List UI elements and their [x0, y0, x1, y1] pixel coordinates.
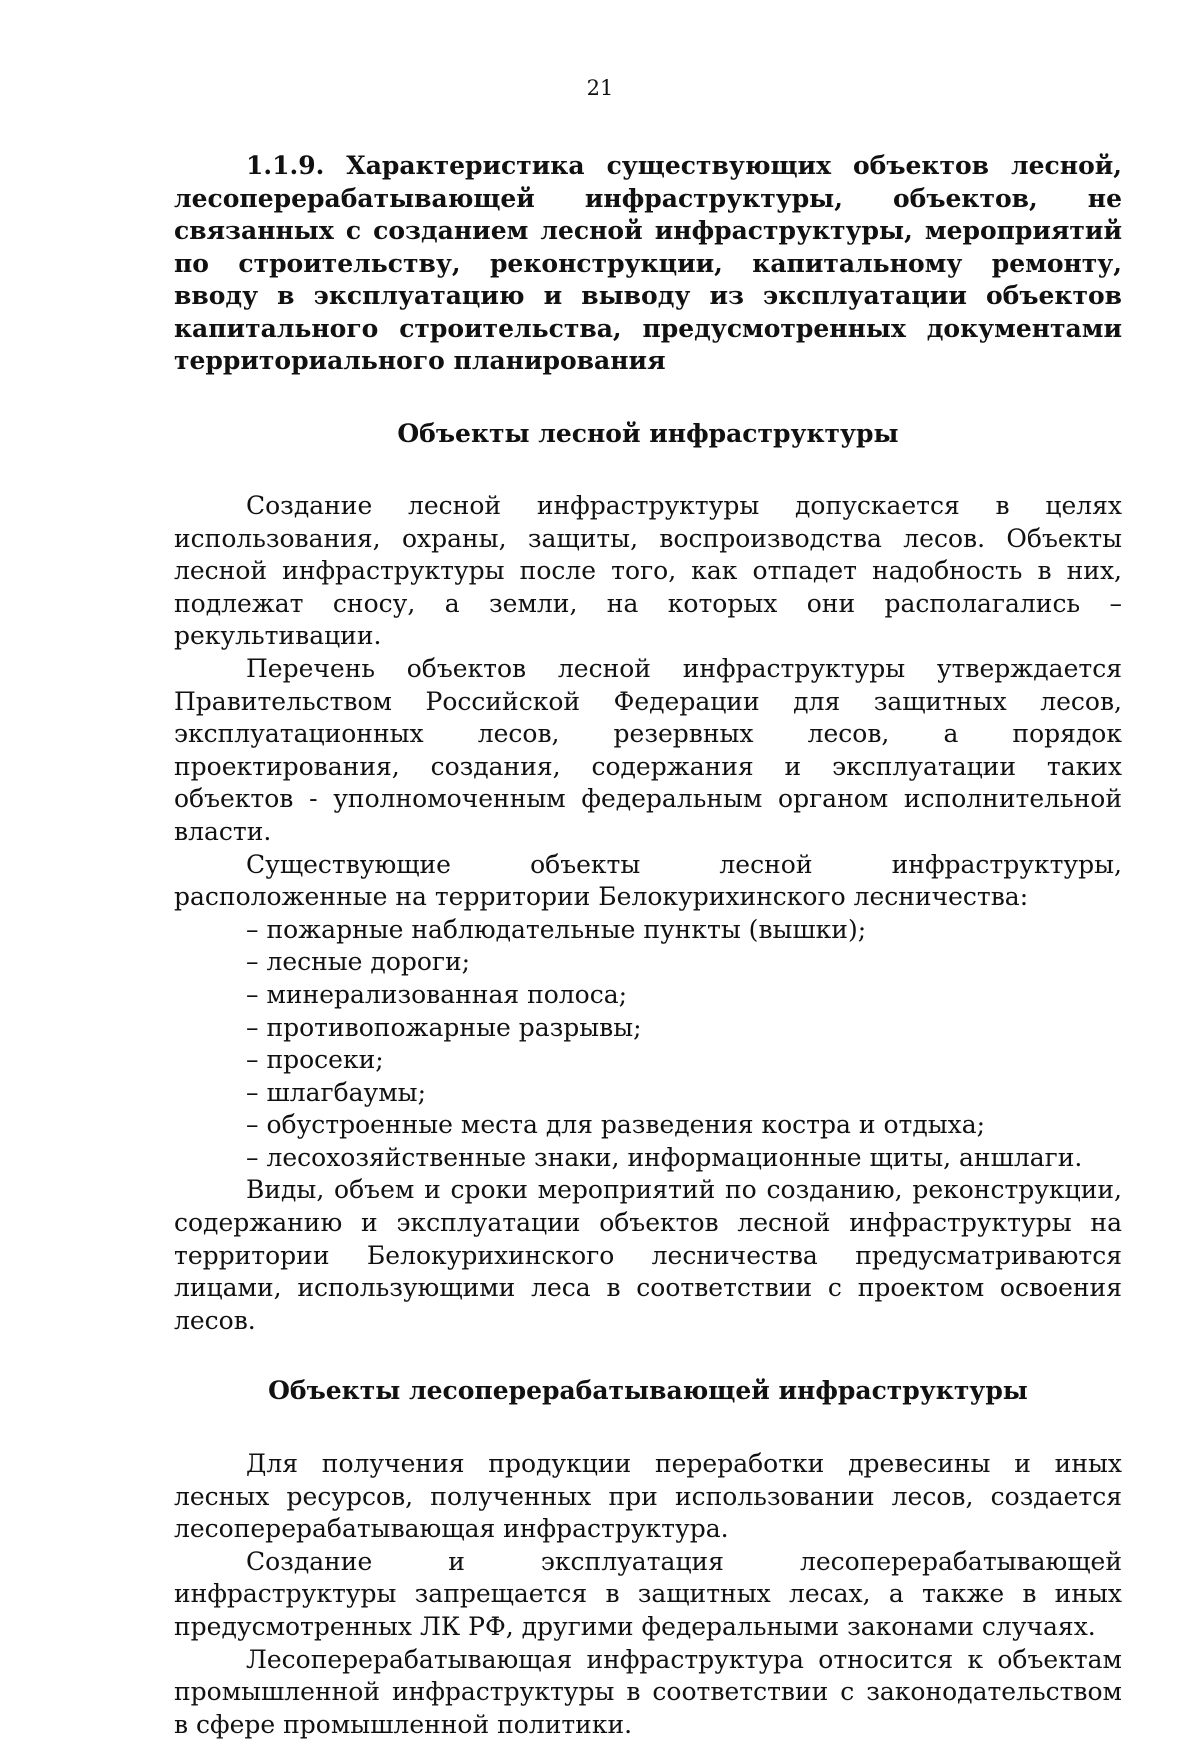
paragraph: Для получения продукции переработки древесины и иных лесных ресурсов, полученных при использовании лесов, создается лесоперерабатывающая инфраструктура. — [174, 1448, 1122, 1546]
infrastructure-objects-list — [174, 914, 1122, 1175]
list-item: – шлагбаумы; — [174, 1077, 1122, 1110]
list-item: – лесные дороги; — [174, 946, 1122, 979]
list-item: – противопожарные разрывы; — [174, 1012, 1122, 1045]
section-title: 1.1.9. Характеристика существующих объектов лесной, лесоперерабатывающей инфраструктуры, объектов, не связанных с созданием лесной инфраструктуры, мероприятий по строительству, реконструкции, капитальному ремонту, вводу в эксплуатацию и выводу из эксплуатации объектов капитального строительства, предусмотренных документами территориального планирования — [174, 150, 1122, 378]
paragraph: Существующие объекты лесной инфраструктуры, расположенные на территории Белокурихинского лесничества: — [174, 849, 1122, 914]
paragraph: Создание лесной инфраструктуры допускается в целях использования, охраны, защиты, воспроизводства лесов. Объекты лесной инфраструктуры после того, как отпадет надобность в них, подлежат сносу, а земли, на которых они располагались – рекультивации. — [174, 490, 1122, 653]
list-item: – обустроенные места для разведения костра и отдыха; — [174, 1109, 1122, 1142]
list-item: – пожарные наблюдательные пункты (вышки); — [174, 914, 1122, 947]
paragraph: Виды, объем и сроки мероприятий по созданию, реконструкции, содержанию и эксплуатации объектов лесной инфраструктуры на территории Белокурихинского лесничества предусматриваются лицами, использующими леса в соответствии с проектом освоения лесов. — [174, 1174, 1122, 1337]
wood-processing-infrastructure-heading: Объекты лесоперерабатывающей инфраструктуры — [174, 1375, 1122, 1408]
page-number: 21 — [0, 74, 1200, 102]
paragraph: Перечень объектов лесной инфраструктуры утверждается Правительством Российской Федерации для защитных лесов, эксплуатационных лесов, резервных лесов, а порядок проектирования, создания, содержания и эксплуатации таких объектов - уполномоченным федеральным органом исполнительной власти. — [174, 653, 1122, 849]
paragraph: Лесоперерабатывающая инфраструктура относится к объектам промышленной инфраструктуры в соответствии с законодательством в сфере промышленной политики. — [174, 1644, 1122, 1741]
list-item: – просеки; — [174, 1044, 1122, 1077]
forest-infrastructure-heading: Объекты лесной инфраструктуры — [174, 418, 1122, 451]
list-item: – лесохозяйственные знаки, информационные щиты, аншлаги. — [174, 1142, 1122, 1175]
page-content — [174, 150, 1122, 1741]
paragraph: Создание и эксплуатация лесоперерабатывающей инфраструктуры запрещается в защитных лесах, а также в иных предусмотренных ЛК РФ, другими федеральными законами случаях. — [174, 1546, 1122, 1644]
list-item: – минерализованная полоса; — [174, 979, 1122, 1012]
